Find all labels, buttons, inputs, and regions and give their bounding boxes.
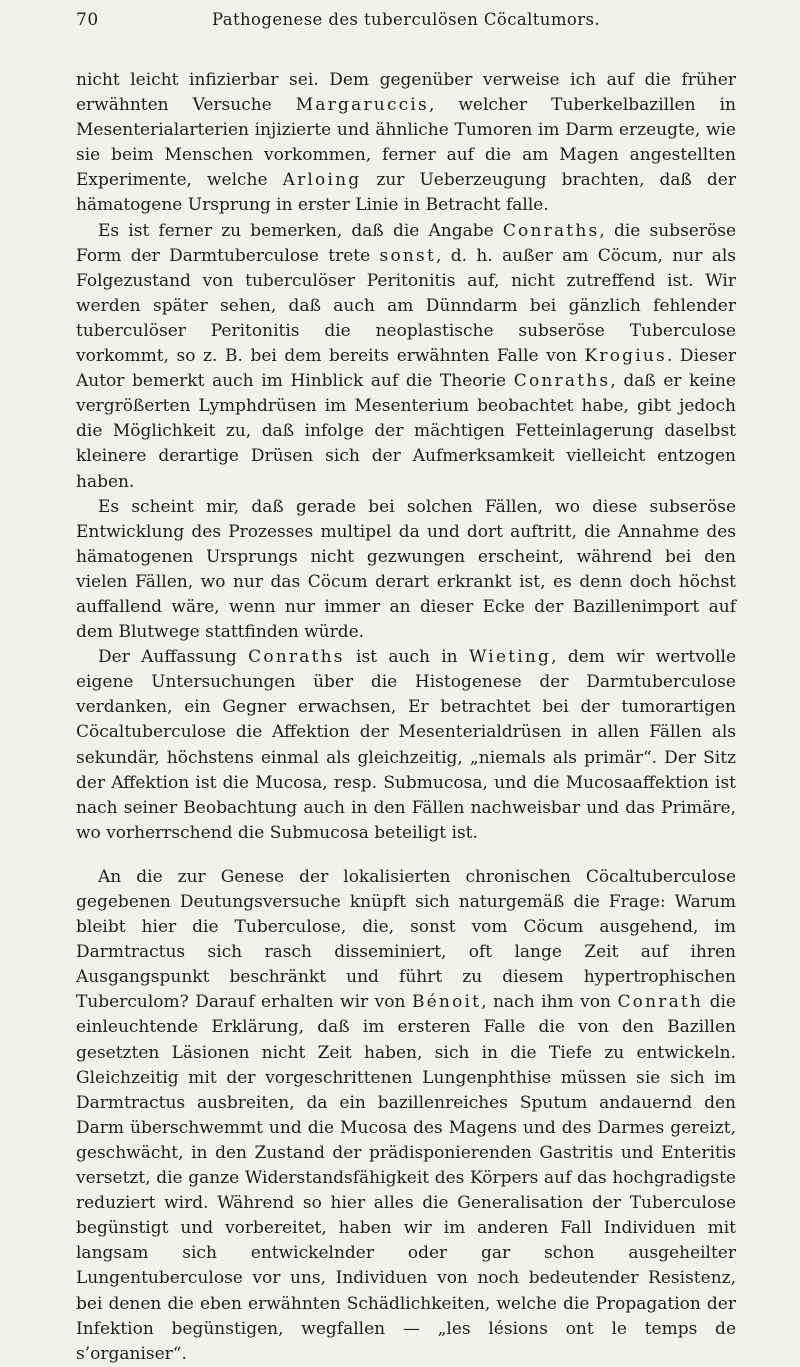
paragraph [76, 219, 736, 495]
text-segment: nicht leicht infizierbar sei. Dem gegenüber verweise ich auf die früher erwähnten Versuche [76, 70, 736, 116]
page-number: 70 [76, 10, 99, 30]
text-segment: Es scheint mir, daß gerade bei solchen Fällen, wo diese subseröse Entwicklung des Prozesses multipel da und dort auftritt, die Annahme des hämatogenen Ursprungs nicht gezwungen erscheint, während bei den vielen Fällen, wo nur das Cöcum derart erkrankt ist, es denn doch höchst auffallend wäre, wenn nur immer an dieser Ecke der Bazillenimport auf dem Blutwege stattfinden würde. [76, 496, 736, 643]
text-segment: , die subseröse Form der Darmtuberculose trete [76, 220, 736, 266]
paragraph [76, 68, 736, 219]
paragraph [76, 645, 736, 846]
text-segment: , d. h. außer am Cöcum, nur als Folgezustand von tuberculöser Peritonitis auf, nicht zutreffend ist. Wir werden später sehen, daß auch am Dünndarm bei gänzlich fehlender tuberculöser Peritonitis die neoplastische subseröse Tuberculose vorkommt, so z. B. bei dem bereits erwähnten Falle von [76, 245, 736, 367]
paragraph [76, 495, 736, 646]
author-name: Krogius [584, 346, 667, 367]
text-segment: . Dieser Autor bemerkt auch im Hinblick auf die Theorie [76, 346, 736, 392]
author-name: Margaruccis [295, 95, 429, 116]
text-segment: Der Auffassung [98, 647, 249, 668]
text-segment: An die zur Genese der lokalisierten chronischen Cöcaltuberculose gegebenen Deutungsversuche knüpft sich naturgemäß die Frage: Warum bleibt hier die Tuberculose, die, sonst vom Cöcum ausgehend, im Darmtractus sich rasch disseminiert, oft lange Zeit auf ihren Ausgangspunkt beschränkt und führt zu diesem hypertrophischen Tuberculom? Darauf erhalten wir von [76, 866, 736, 1013]
text-segment: die einleuchtende Erklärung, daß im ersteren Falle die von den Bazillen gesetzten Läsionen nicht Zeit haben, sich in die Tiefe zu entwickeln. Gleichzeitig mit der vorgeschrittenen Lungenphthise müssen sie sich im Darmtractus ausbreiten, da ein bazillenreiches Sputum andauernd den Darm überschwemmt und die Mucosa des Magens und des Darmes gereizt, geschwächt, in den Zustand der prädisponierenden Gastritis und Enteritis versetzt, die ganze Widerstandsfähigkeit des Körpers auf das hochgradigste reduziert wird. Während so hier alles die Generalisation der Tuberculose begünstigt und vorbereitet, haben wir im anderen Fall Individuen mit langsam sich entwickelnder oder gar schon ausgeheilter Lungentuberculose vor uns, Individuen von noch bedeutender Resistenz, bei denen die eben erwähnten Schädlichkeiten, welche die Propagation der Infektion begünstigen, wegfallen — „les lésions ont le temps de s’organiser“. [76, 992, 736, 1364]
page-header [76, 10, 736, 34]
text-segment: , welcher Tuberkelbazillen in Mesenterialarterien injizierte und ähnliche Tumoren im Darm erzeugte, wie sie beim Menschen vorkommen, ferner auf die am Magen angestellten Experimente, welche [76, 95, 736, 191]
text-segment: , daß er keine vergrößerten Lymphdrüsen im Mesenterium beobachtet habe, gibt jedoch die Möglichkeit zu, daß infolge der mächtigen Fetteinlagerung daselbst kleinere derartige Drüsen sich der Aufmerksamkeit vielleicht entzogen haben. [76, 371, 736, 492]
text-segment: , nach ihm von [481, 992, 618, 1013]
paragraph [76, 865, 736, 1367]
author-name: sonst [379, 245, 437, 266]
author-name: Conraths [248, 647, 345, 668]
text-segment: Es ist ferner zu bemerken, daß die Angabe [98, 220, 503, 241]
author-name: Conraths [513, 371, 611, 392]
author-name: Conraths [502, 220, 600, 241]
author-name: Conrath [617, 992, 704, 1013]
author-name: Bénoit [411, 992, 482, 1013]
author-name: Wieting [468, 647, 552, 668]
author-name: Arloing [282, 170, 362, 191]
text-segment: , dem wir wertvolle eigene Untersuchungen über die Histogenese der Darmtuberculose verdanken, ein Gegner erwachsen, Er betrachtet bei der tumorartigen Cöcaltuberculose die Affektion der Mesenterialdrüsen in allen Fällen als sekundär, höchstens einmal als gleichzeitig, „niemals als primär“. Der Sitz der Affektion ist die Mucosa, resp. Submucosa, und die Mucosaaffektion ist nach seiner Beobachtung auch in den Fällen nachweisbar und das Primäre, wo vorherrschend die Submucosa beteiligt ist. [76, 647, 737, 843]
running-title: Pathogenese des tuberculösen Cöcaltumors. [211, 10, 601, 29]
text-segment: zur Ueberzeugung brachten, daß der hämatogene Ursprung in erster Linie in Betracht falle. [76, 170, 736, 216]
text-segment: ist auch in [344, 647, 469, 668]
body-text [76, 68, 736, 1367]
